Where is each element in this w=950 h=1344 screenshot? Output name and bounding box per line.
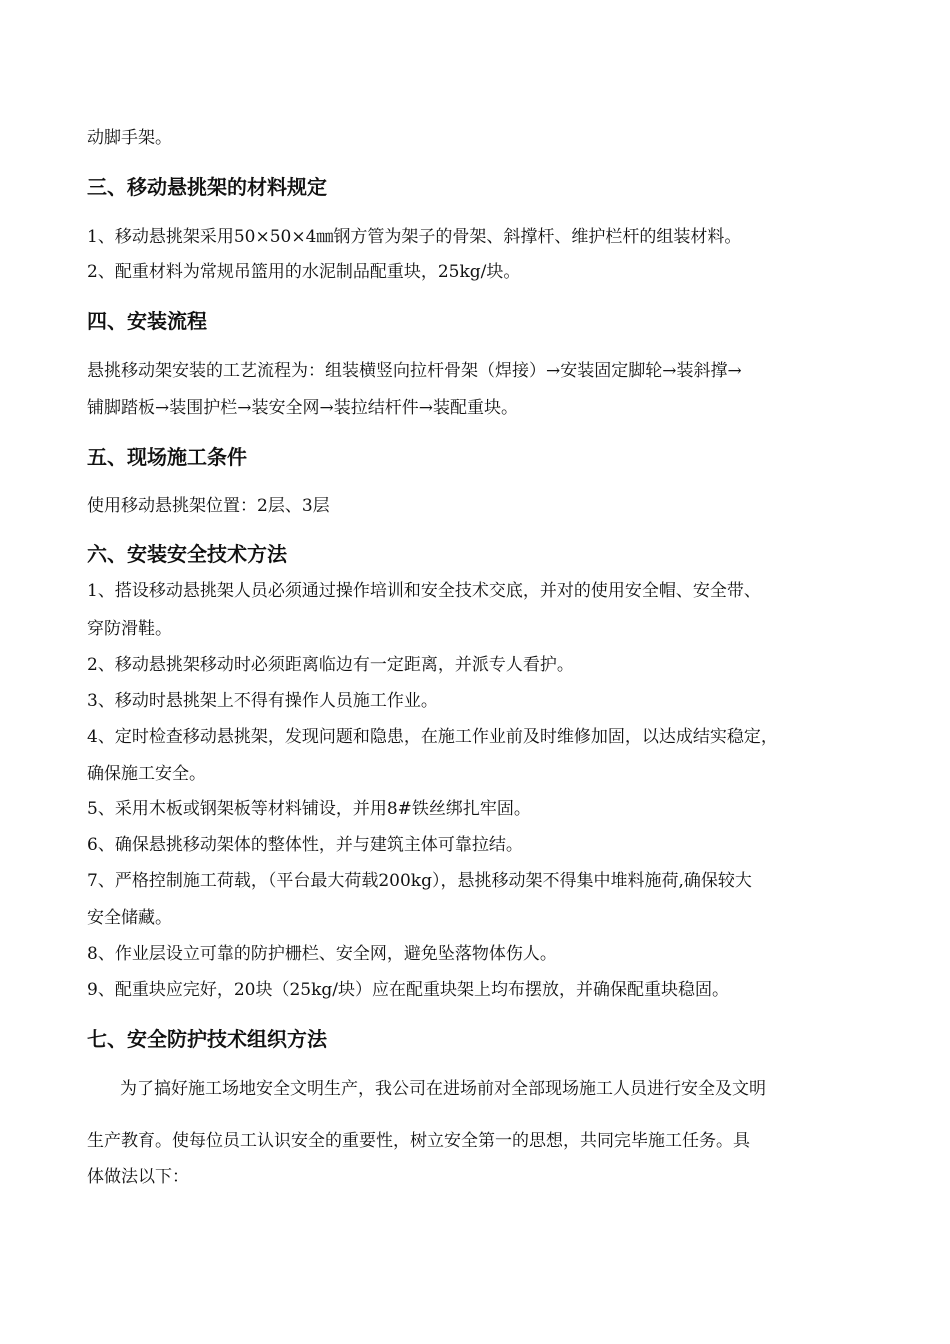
paragraph-line: 5、采用木板或钢架板等材料铺设，并用8#铁丝绑扎牢固。 (87, 799, 531, 819)
section-heading-4: 四、安装流程 (87, 309, 207, 333)
section-heading-3: 三、移动悬挑架的材料规定 (87, 175, 327, 199)
paragraph-line: 7、严格控制施工荷载，（平台最大荷载200kg），悬挑移动架不得集中堆料施荷,确保较大 (87, 871, 752, 891)
section-heading-5: 五、现场施工条件 (87, 445, 247, 469)
paragraph-line: 3、移动时悬挑架上不得有操作人员施工作业。 (87, 691, 438, 711)
paragraph-line: 1、移动悬挑架采用50×50×4㎜钢方管为架子的骨架、斜撑杆、维护栏杆的组装材料。 (87, 227, 742, 247)
paragraph-line: 1、搭设移动悬挑架人员必须通过操作培训和安全技术交底，并对的使用安全帽、安全带、 (87, 581, 761, 601)
paragraph-line: 9、配重块应完好，20块（25kg/块）应在配重块架上均布摆放，并确保配重块稳固。 (87, 980, 729, 1000)
paragraph-line: 悬挑移动架安装的工艺流程为：组装横竖向拉杆骨架（焊接）→安装固定脚轮→装斜撑→ (87, 361, 742, 381)
paragraph-line: 使用移动悬挑架位置：2层、3层 (87, 496, 330, 516)
paragraph-line: 4、定时检查移动悬挑架，发现问题和隐患，在施工作业前及时维修加固，以达成结实稳定， (87, 727, 778, 747)
paragraph-line: 确保施工安全。 (87, 764, 206, 784)
section-heading-7: 七、安全防护技术组织方法 (87, 1027, 327, 1051)
paragraph-line: 8、作业层设立可靠的防护栅栏、安全网，避免坠落物体伤人。 (87, 944, 557, 964)
paragraph-line: 安全储藏。 (87, 908, 172, 928)
paragraph-line: 动脚手架。 (87, 128, 172, 148)
section-heading-6: 六、安装安全技术方法 (87, 542, 287, 566)
paragraph-line: 为了搞好施工场地安全文明生产，我公司在进场前对全部现场施工人员进行安全及文明 (120, 1079, 766, 1099)
paragraph-line: 6、确保悬挑移动架体的整体性，并与建筑主体可靠拉结。 (87, 835, 523, 855)
paragraph-line: 体做法以下： (87, 1167, 189, 1187)
paragraph-line: 穿防滑鞋。 (87, 619, 172, 639)
paragraph-line: 生产教育。使每位员工认识安全的重要性，树立安全第一的思想，共同完毕施工任务。具 (87, 1131, 750, 1151)
paragraph-line: 2、配重材料为常规吊篮用的水泥制品配重块，25kg/块。 (87, 262, 521, 282)
paragraph-line: 铺脚踏板→装围护栏→装安全网→装拉结杆件→装配重块。 (87, 398, 518, 418)
paragraph-line: 2、移动悬挑架移动时必须距离临边有一定距离，并派专人看护。 (87, 655, 574, 675)
